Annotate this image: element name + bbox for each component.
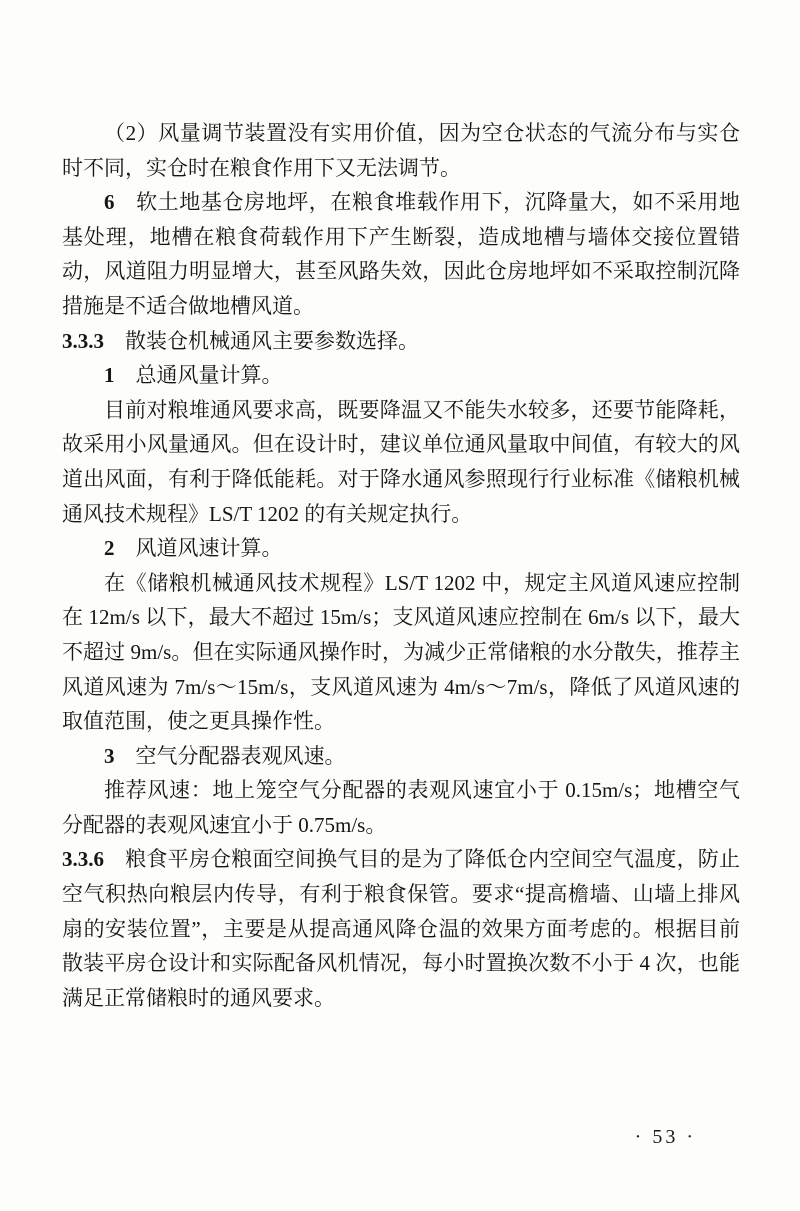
paragraph-text: 推荐风速：地上笼空气分配器的表观风速宜小于 0.15m/s；地槽空气分配器的表观风速宜小于 0.75m/s。 xyxy=(62,778,740,837)
paragraph-text: 总通风量计算。 xyxy=(135,363,283,388)
clause-number: 3.3.3 xyxy=(62,328,104,353)
clause-number: 2 xyxy=(104,536,115,561)
paragraph xyxy=(62,566,740,739)
page-number: · 53 · xyxy=(634,1126,696,1148)
paragraph xyxy=(62,773,740,842)
paragraph xyxy=(62,324,740,359)
paragraph xyxy=(62,185,740,323)
paragraph xyxy=(62,116,740,185)
clause-number: 1 xyxy=(104,363,115,388)
paragraph xyxy=(62,531,740,566)
paragraph xyxy=(62,739,740,774)
paragraph xyxy=(62,358,740,393)
paragraph-text: （2）风量调节装置没有实用价值，因为空仓状态的气流分布与实仓时不同，实仓时在粮食作用下又无法调节。 xyxy=(62,121,740,180)
paragraph-text: 空气分配器表观风速。 xyxy=(135,743,346,768)
clause-number: 3.3.6 xyxy=(62,847,104,872)
paragraph-text: 软土地基仓房地坪，在粮食堆载作用下，沉降量大，如不采用地基处理，地槽在粮食荷载作用下产生断裂，造成地槽与墙体交接位置错动，风道阻力明显增大，甚至风路失效，因此仓房地坪如不采取控制沉降措施是不适合做地槽风道。 xyxy=(62,190,740,318)
paragraph xyxy=(62,393,740,531)
paragraph-text: 目前对粮堆通风要求高，既要降温又不能失水较多，还要节能降耗，故采用小风量通风。但在设计时，建议单位通风量取中间值，有较大的风道出风面，有利于降低能耗。对于降水通风参照现行行业标准《储粮机械通风技术规程》LS/T 1202 的有关规定执行。 xyxy=(62,397,740,526)
page-text-block xyxy=(62,116,740,1015)
paragraph xyxy=(62,842,740,1015)
clause-number: 3 xyxy=(104,743,115,768)
paragraph-text: 粮食平房仓粮面空间换气目的是为了降低仓内空间空气温度，防止空气积热向粮层内传导，有利于粮食保管。要求“提高檐墙、山墙上排风扇的安装位置”，主要是从提高通风降仓温的效果方面考虑的。根据目前散装平房仓设计和实际配备风机情况，每小时置换次数不小于 4 次，也能满足正常储粮时的通风要求。 xyxy=(62,847,740,1010)
paragraph-text: 在《储粮机械通风技术规程》LS/T 1202 中，规定主风道风速应控制在 12m/s 以下，最大不超过 15m/s；支风道风速应控制在 6m/s 以下，最大不超过 9m/s。但在实际通风操作时，为减少正常储粮的水分散失，推荐主风道风速为 7m/s～15m/s，支风道风速为 4m/s～7m/s，降低了风道风速的取值范围，使之更具操作性。 xyxy=(62,570,740,734)
clause-number: 6 xyxy=(104,190,115,215)
paragraph-text: 风道风速计算。 xyxy=(135,536,283,561)
paragraph-text: 散装仓机械通风主要参数选择。 xyxy=(125,328,419,353)
